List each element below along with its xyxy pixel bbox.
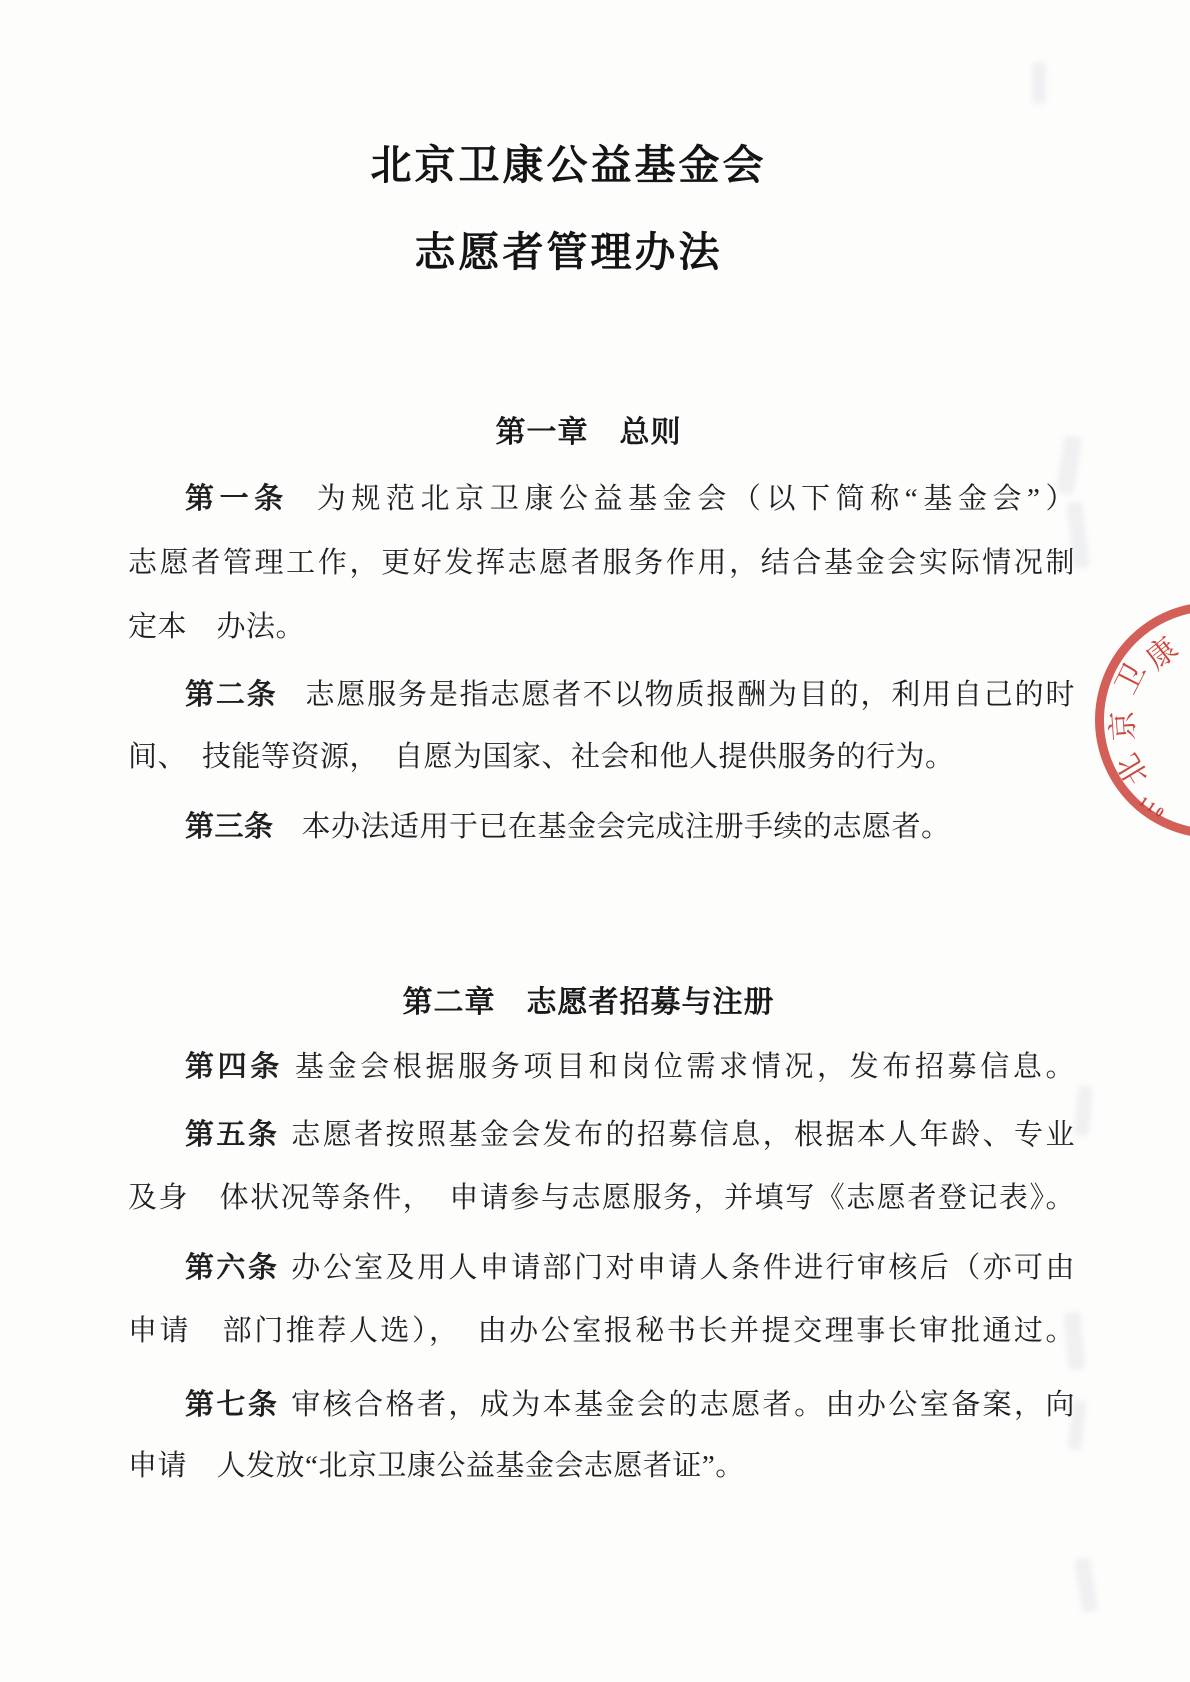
seal-arc-character: 卫 [1109, 657, 1153, 700]
seal-arc-character: 京 [1105, 709, 1141, 742]
bleedthrough-mark [1032, 62, 1046, 104]
doc-line [128, 1384, 1075, 1426]
doc-line [128, 1114, 1075, 1156]
doc-line [128, 806, 1075, 848]
article-text: 申请 人发放“北京卫康公益基金会志愿者证”。 [128, 1450, 745, 1482]
doc-line [128, 736, 1075, 778]
article-number: 第三条 [185, 811, 274, 843]
doc-line [128, 1177, 1075, 1219]
doc-line [128, 542, 1075, 584]
article-number: 第二条 [185, 679, 278, 711]
doc-line [128, 1247, 1075, 1289]
doc-line [128, 1310, 1075, 1352]
chapter-1-heading: 第一章 总则 [495, 416, 682, 449]
doc-line [128, 1046, 1075, 1088]
document-title-line-2: 志愿者管理办法 [414, 229, 723, 275]
article-text: 志愿者按照基金会发布的招募信息，根据本人年龄、专业 [291, 1119, 1075, 1151]
article-text: 为规范北京卫康公益基金会（以下简称“基金会”） [316, 483, 1075, 515]
article-text: 办公室及用人申请部门对申请人条件进行审核后（亦可由 [291, 1252, 1075, 1284]
document-title-line-1: 北京卫康公益基金会 [370, 142, 767, 188]
seal-arc-character: 康 [1140, 631, 1185, 676]
article-number: 第一条 [185, 483, 289, 515]
doc-line [128, 478, 1075, 520]
doc-line [128, 1445, 1075, 1487]
bleedthrough-mark [1074, 1085, 1093, 1136]
article-text: 定本 办法。 [128, 611, 306, 643]
article-text: 间、 技能等资源， 自愿为国家、社会和他人提供服务的行为。 [128, 741, 955, 773]
bleedthrough-mark [1064, 1311, 1086, 1370]
seal-arc-character: 北 [1111, 747, 1155, 791]
article-text: 基金会根据服务项目和岗位需求情况，发布招募信息。 [294, 1051, 1075, 1083]
article-number: 第四条 [185, 1051, 283, 1083]
bleedthrough-mark [1074, 1557, 1098, 1613]
seal-registration-digits: 110 [1135, 794, 1169, 823]
article-number: 第六条 [185, 1252, 280, 1284]
doc-line [128, 674, 1075, 716]
article-text: 本办法适用于已在基金会完成注册手续的志愿者。 [301, 811, 951, 843]
article-text: 申请 部门推荐人选）， 由办公室报秘书长并提交理事长审批通过。 [128, 1315, 1075, 1347]
article-text: 审核合格者，成为本基金会的志愿者。由办公室备案，向 [291, 1389, 1075, 1421]
article-number: 第七条 [185, 1389, 280, 1421]
article-text: 志愿服务是指志愿者不以物质报酬为目的，利用自己的时 [305, 679, 1075, 711]
article-text: 志愿者管理工作，更好发挥志愿者服务作用，结合基金会实际情况制 [128, 547, 1075, 579]
chapter-2-heading: 第二章 志愿者招募与注册 [402, 986, 775, 1019]
article-number: 第五条 [185, 1119, 280, 1151]
doc-line [128, 606, 1075, 648]
article-text: 及身 体状况等条件， 申请参与志愿服务，并填写《志愿者登记表》。 [128, 1182, 1075, 1214]
